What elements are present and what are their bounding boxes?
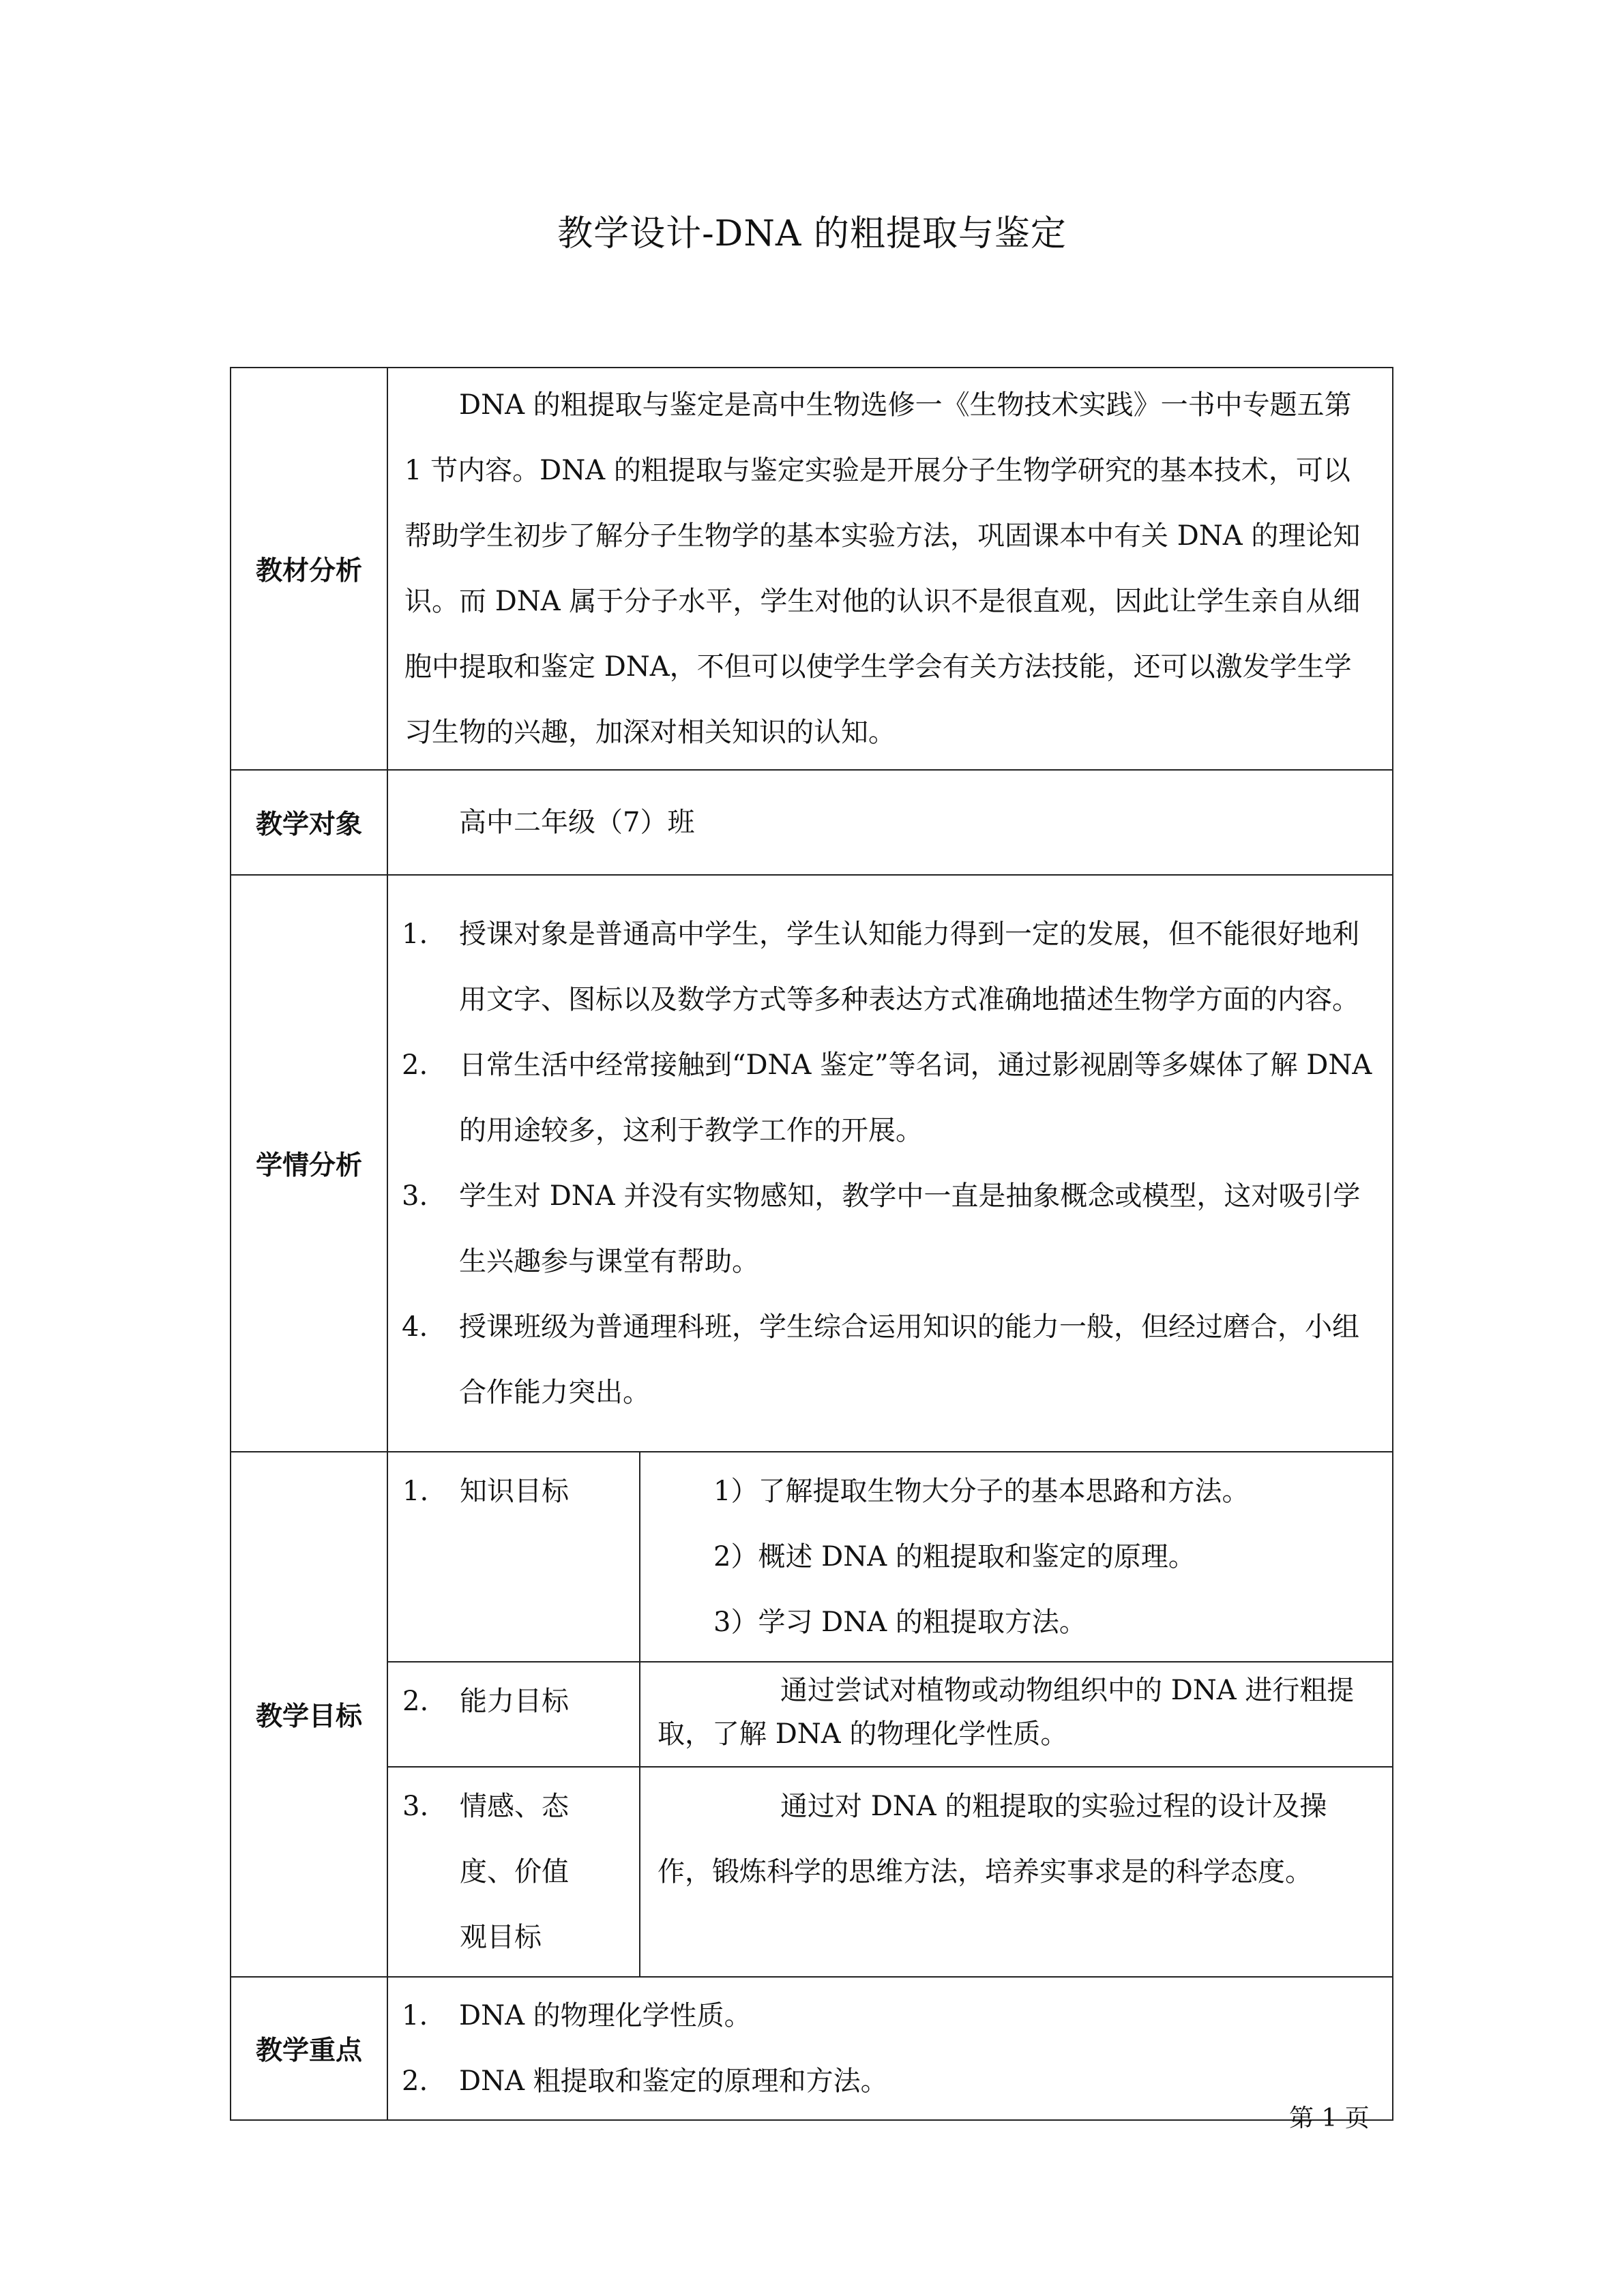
row-teaching-goals xyxy=(231,1452,1393,1977)
row-content xyxy=(387,770,1393,875)
row-student-analysis xyxy=(231,875,1393,1452)
goal-ability: 2. 能力目标 通过尝试对植物或动物组织中的 DNA 进行粗提取，了解 DNA 的物理化学性质。 xyxy=(388,1662,1392,1767)
row-label: 教学重点 xyxy=(231,1977,387,2120)
row-label: 学情分析 xyxy=(231,875,387,1452)
knowledge-item: 1）了解提取生物大分子的基本思路和方法。 xyxy=(713,1476,1250,1507)
goal-name: 能力目标 xyxy=(460,1686,569,1717)
student-analysis-list xyxy=(388,896,1392,1431)
goal-name: 知识目标 xyxy=(460,1476,569,1507)
goals-table xyxy=(388,1452,1392,1976)
row-audience xyxy=(231,770,1393,875)
row-content xyxy=(387,368,1393,770)
knowledge-item: 3）学习 DNA 的粗提取方法。 xyxy=(713,1607,1087,1638)
goal-emotion: 3. 情感、态度、价值观目标 通过对 DNA 的粗提取的实验过程的设计及操作，锻炼科学的思维方法，培养实事求是的科学态度。 xyxy=(388,1767,1392,1976)
material-analysis-text: DNA 的粗提取与鉴定是高中生物选修一《生物技术实践》一书中专题五第 1 节内容。DNA 的粗提取与鉴定实验是开展分子生物学研究的基本技术，可以帮助学生初步了解分子生物学的基本实验方法，巩固课本中有关 DNA 的理论知识。而 DNA 属于分子水平，学生对他的认识不是很直观，因此让学生亲自从细胞中提取和鉴定 DNA，不但可以使学生学会有关方法技能，还可以激发学生学习生物的兴趣，加深对相关知识的认知。 xyxy=(404,389,1361,748)
row-material-analysis xyxy=(231,368,1393,770)
row-content xyxy=(387,1977,1393,2120)
list-item: 1. 授课对象是普通高中学生，学生认知能力得到一定的发展，但不能很好地利用文字、图标以及数学方式等多种表达方式准确地描述生物学方面的内容。 xyxy=(402,919,1359,1015)
key-points-list xyxy=(388,1978,1392,2119)
row-label: 教学目标 xyxy=(231,1452,387,1977)
list-item: 1. DNA 的物理化学性质。 xyxy=(402,2000,752,2031)
row-content xyxy=(387,875,1393,1452)
page-number: 第 1 页 xyxy=(1289,2104,1370,2132)
row-key-points xyxy=(231,1977,1393,2120)
ability-text: 通过尝试对植物或动物组织中的 DNA 进行粗提取，了解 DNA 的物理化学性质。 xyxy=(658,1675,1355,1750)
lesson-plan-table xyxy=(230,367,1393,2121)
list-item: 2. 日常生活中经常接触到“DNA 鉴定”等名词，通过影视剧等多媒体了解 DNA 的用途较多，这利于教学工作的开展。 xyxy=(402,1049,1372,1146)
page-title: 教学设计-DNA 的粗提取与鉴定 xyxy=(557,213,1067,254)
list-item: 2. DNA 粗提取和鉴定的原理和方法。 xyxy=(402,2066,888,2097)
row-label: 教学对象 xyxy=(231,770,387,875)
goal-knowledge: 1. 知识目标 1）了解提取生物大分子的基本思路和方法。 2）概述 DNA 的粗提取和鉴定的原理。 3）学习 DNA 的粗提取方法。 xyxy=(388,1452,1392,1662)
knowledge-item: 2）概述 DNA 的粗提取和鉴定的原理。 xyxy=(713,1541,1196,1572)
audience-text: 高中二年级（7）班 xyxy=(459,807,695,838)
goal-name: 情感、态度、价值观目标 xyxy=(460,1791,569,1953)
list-item: 3. 学生对 DNA 并没有实物感知，教学中一直是抽象概念或模型，这对吸引学生兴趣参与课堂有帮助。 xyxy=(402,1180,1361,1277)
goals-cell xyxy=(387,1452,1393,1977)
list-item: 4. 授课班级为普通理科班，学生综合运用知识的能力一般，但经过磨合，小组合作能力突出。 xyxy=(402,1311,1359,1408)
emotion-text: 通过对 DNA 的粗提取的实验过程的设计及操作，锻炼科学的思维方法，培养实事求是的科学态度。 xyxy=(658,1791,1327,1888)
row-label: 教材分析 xyxy=(231,368,387,770)
